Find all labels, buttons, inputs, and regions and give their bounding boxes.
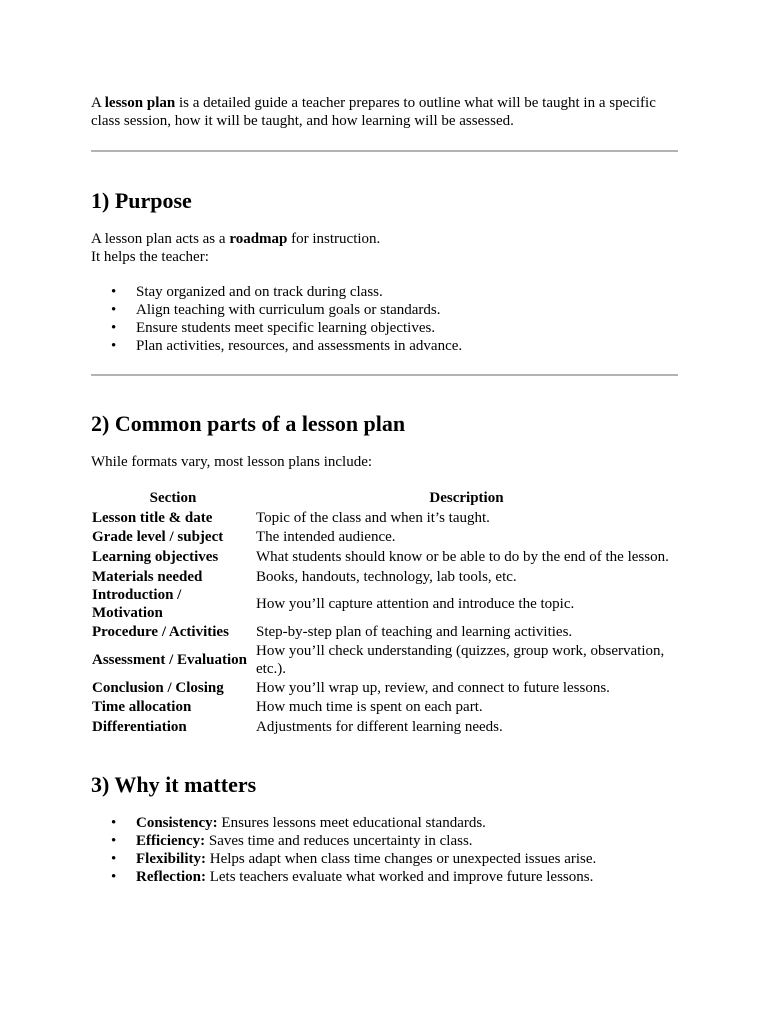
table-row xyxy=(91,586,678,622)
purpose-list xyxy=(91,283,678,355)
item-term: Consistency: xyxy=(136,814,218,831)
item-term: Flexibility: xyxy=(136,850,206,867)
cell-section: Grade level / subject xyxy=(92,529,224,546)
list-item: • Consistency: Ensures lessons meet educational standards. xyxy=(91,814,678,832)
table-row xyxy=(91,642,678,678)
divider xyxy=(91,374,678,376)
list-item: • Efficiency: Saves time and reduces uncertainty in class. xyxy=(91,832,678,850)
table-row xyxy=(91,567,678,587)
why-list xyxy=(91,814,678,886)
col-header-section: Section xyxy=(149,490,197,506)
cell-description: How you’ll check understanding (quizzes, group work, observation, etc.). xyxy=(256,642,665,677)
table-row xyxy=(91,717,678,737)
col-header-description: Description xyxy=(429,490,504,506)
cell-description: Adjustments for different learning needs. xyxy=(256,718,503,735)
purpose-term: roadmap xyxy=(229,231,288,247)
table-row xyxy=(91,678,678,698)
table-row xyxy=(91,698,678,718)
cell-section: Time allocation xyxy=(92,699,192,716)
table-header-row xyxy=(91,488,678,508)
cell-section: Conclusion / Closing xyxy=(92,679,224,696)
parts-lead: While formats vary, most lesson plans include: xyxy=(91,454,373,470)
list-item: • Align teaching with curriculum goals or standards. xyxy=(91,301,678,319)
cell-description: How you’ll capture attention and introduce the topic. xyxy=(256,596,575,613)
intro-term: lesson plan xyxy=(104,95,176,111)
cell-description: Topic of the class and when it’s taught. xyxy=(256,509,490,526)
cell-description: The intended audience. xyxy=(256,529,396,546)
parts-table xyxy=(91,488,678,737)
cell-description: How you’ll wrap up, review, and connect to future lessons. xyxy=(256,679,610,696)
document-page xyxy=(91,93,678,886)
list-item: • Ensure students meet specific learning objectives. xyxy=(91,319,678,337)
cell-section: Assessment / Evaluation xyxy=(92,651,248,668)
cell-section: Lesson title & date xyxy=(92,509,213,526)
cell-description: Step-by-step plan of teaching and learning activities. xyxy=(256,624,573,641)
list-item: • Reflection: Lets teachers evaluate what worked and improve future lessons. xyxy=(91,868,678,886)
cell-description: Books, handouts, technology, lab tools, etc. xyxy=(256,568,517,585)
table-row xyxy=(91,547,678,567)
cell-section: Procedure / Activities xyxy=(92,624,229,641)
cell-section: Differentiation xyxy=(92,718,187,735)
cell-section: Materials needed xyxy=(92,568,203,585)
why-heading: 3) Why it matters xyxy=(91,771,257,797)
item-term: Efficiency: xyxy=(136,832,206,849)
intro-paragraph: A lesson plan is a detailed guide a teacher prepares to outline what will be taught in a specific class session, how it will be taught, and how learning will be assessed. xyxy=(91,95,656,129)
cell-description: How much time is spent on each part. xyxy=(256,699,483,716)
parts-heading: 2) Common parts of a lesson plan xyxy=(91,411,406,436)
purpose-line-1: A lesson plan acts as a roadmap for instruction. xyxy=(91,231,381,247)
purpose-line-2: It helps the teacher: xyxy=(91,249,209,265)
table-row xyxy=(91,622,678,642)
cell-section: Learning objectives xyxy=(92,548,219,565)
cell-section: Introduction / Motivation xyxy=(92,587,182,622)
list-item: • Flexibility: Helps adapt when class time changes or unexpected issues arise. xyxy=(91,850,678,868)
table-row xyxy=(91,508,678,528)
table-row xyxy=(91,528,678,548)
purpose-heading: 1) Purpose xyxy=(91,188,192,213)
cell-description: What students should know or be able to do by the end of the lesson. xyxy=(256,548,669,565)
list-item: • Stay organized and on track during class. xyxy=(91,283,678,301)
divider xyxy=(91,150,678,152)
list-item: • Plan activities, resources, and assessments in advance. xyxy=(91,337,678,355)
item-term: Reflection: xyxy=(136,868,206,885)
